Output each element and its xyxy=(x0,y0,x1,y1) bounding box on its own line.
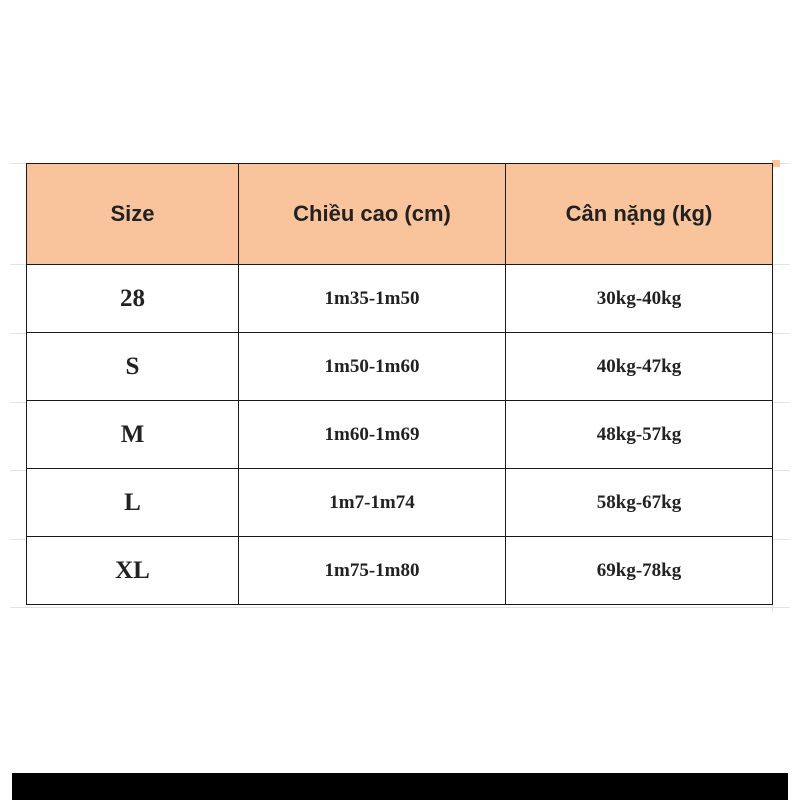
header-weight: Cân nặng (kg) xyxy=(506,164,773,265)
table-row xyxy=(27,537,773,605)
size-chart-table xyxy=(26,163,773,605)
size-cell: XL xyxy=(27,537,239,605)
size-cell: L xyxy=(27,469,239,537)
header-size: Size xyxy=(27,164,239,265)
bottom-black-bar xyxy=(12,773,788,800)
height-cell: 1m60-1m69 xyxy=(239,401,506,469)
weight-cell: 30kg-40kg xyxy=(506,265,773,333)
height-cell: 1m75-1m80 xyxy=(239,537,506,605)
height-cell: 1m35-1m50 xyxy=(239,265,506,333)
table-row xyxy=(27,401,773,469)
height-cell: 1m7-1m74 xyxy=(239,469,506,537)
weight-cell: 69kg-78kg xyxy=(506,537,773,605)
weight-cell: 40kg-47kg xyxy=(506,333,773,401)
size-cell: 28 xyxy=(27,265,239,333)
table-row xyxy=(27,333,773,401)
table-header-row xyxy=(27,164,773,265)
size-cell: M xyxy=(27,401,239,469)
weight-cell: 58kg-67kg xyxy=(506,469,773,537)
size-cell: S xyxy=(27,333,239,401)
cell-corner-mark xyxy=(772,160,780,167)
height-cell: 1m50-1m60 xyxy=(239,333,506,401)
table-row xyxy=(27,469,773,537)
sheet-gridline xyxy=(10,607,790,608)
header-height: Chiều cao (cm) xyxy=(239,164,506,265)
table-row xyxy=(27,265,773,333)
weight-cell: 48kg-57kg xyxy=(506,401,773,469)
